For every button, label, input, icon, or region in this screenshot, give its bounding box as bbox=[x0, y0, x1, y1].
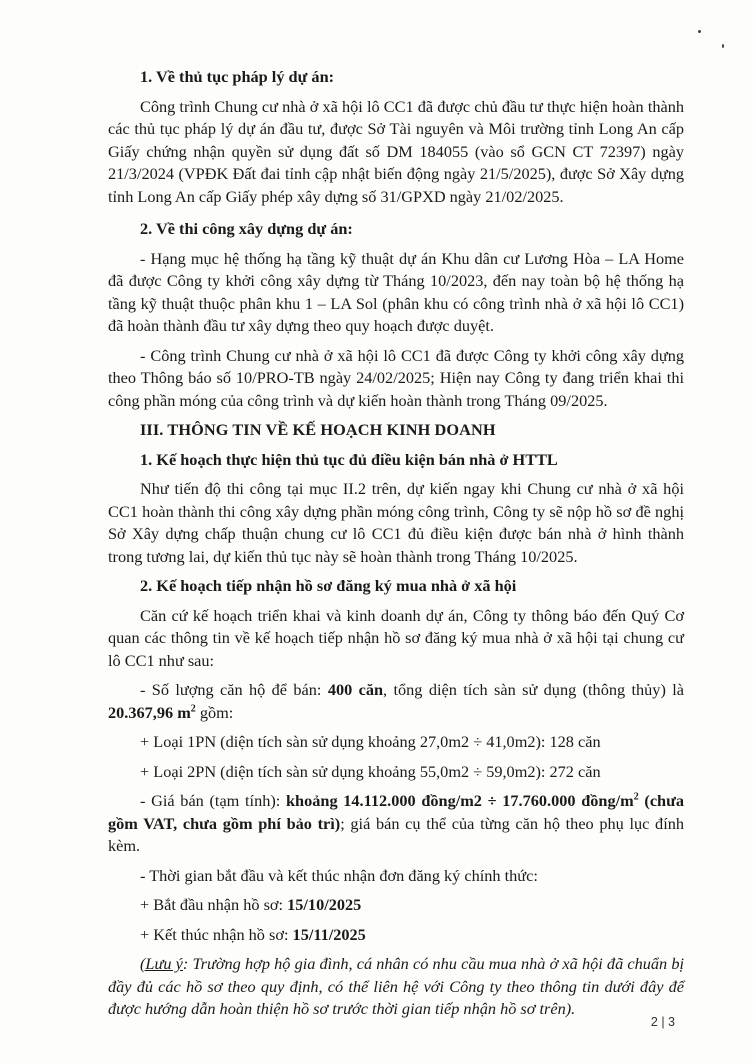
start-date: 15/10/2025 bbox=[287, 895, 362, 914]
units-paragraph bbox=[108, 679, 684, 724]
end-date: 15/11/2025 bbox=[292, 924, 366, 944]
section-heading: 2. Kế hoạch tiếp nhận hồ sơ đăng ký mua nhà ở xã hội bbox=[140, 576, 517, 595]
units-area: 20.367,96 $m^2$ bbox=[108, 702, 196, 722]
paragraph: Căn cứ kế hoạch triển khai và kinh doanh dự án, Công ty thông báo đến Quý Cơ quan các thông tin về kế hoạch tiếp nhận hồ sơ đăng ký mua nhà ở xã hội tại chung cư lô CC1 như sau: bbox=[108, 605, 684, 670]
section-heading: 1. Kế hoạch thực hiện thủ tục đủ điều kiện bán nhà ở HTTL bbox=[140, 449, 558, 469]
part-heading: III. THÔNG TIN VỀ KẾ HOẠCH KINH DOANH bbox=[140, 420, 496, 439]
price-range: khoảng 14.112.000 đồng/m2 ÷ 17.760.000 đồng/$m^2$ (chưa gồm VAT, chưa gồm phí bảo trì) bbox=[108, 791, 685, 833]
paragraph: - Hạng mục hệ thống hạ tầng kỹ thuật dự án Khu dân cư Lương Hòa – LA Home đã được Công ty khởi công xây dựng từ Tháng 10/2023, đến nay toàn bộ hệ thống hạ tầng kỹ thuật thuộc phân khu 1 – LA Sol (phân khu có công trình nhà ở xã hội lô CC1) đã hoàn thành đầu tư xây dựng theo quy hoạch được duyệt. bbox=[108, 248, 684, 335]
note-text: : Trường hợp hộ gia đình, cá nhân có nhu cầu mua nhà ở xã hội đã chuẩn bị đầy đủ các hồ sơ theo quy định, có thể liên hệ với Công ty theo thông tin dưới đây để được hướng dẫn hoàn thiện hồ sơ trước thời gian tiếp nhận hồ sơ trên). bbox=[108, 954, 684, 1018]
units-count: 400 căn bbox=[327, 680, 384, 699]
units-prefix: - Số lượng căn hộ để bán: bbox=[140, 680, 328, 699]
paragraph: Như tiến độ thi công tại mục II.2 trên, dự kiến ngay khi Chung cư nhà ở xã hội CC1 hoàn thành thi công xây dựng phần móng công trình, Công ty sẽ nộp hồ sơ đề nghị Sở Xây dựng chấp thuận chung cư lô CC1 đủ điều kiện được bán nhà ở hình thành trong tương lai, dự kiến thủ tục này sẽ hoàn thành trong Tháng 10/2025. bbox=[108, 479, 684, 566]
list-item: + Loại 2PN (diện tích sàn sử dụng khoảng 55,0m2 ÷ 59,0m2): 272 căn bbox=[140, 761, 601, 781]
price-paragraph bbox=[108, 790, 684, 858]
section-heading: 1. Về thủ tục pháp lý dự án: bbox=[140, 67, 335, 86]
units-mid: , tổng diện tích sàn sử dụng (thông thủy) là bbox=[383, 680, 684, 699]
scan-speck bbox=[698, 30, 701, 33]
section-heading: 2. Về thi công xây dựng dự án: bbox=[140, 219, 353, 238]
units-suffix: gồm: bbox=[195, 702, 234, 722]
list-item: + Loại 1PN (diện tích sàn sử dụng khoảng 27,0m2 ÷ 41,0m2): 128 căn bbox=[140, 732, 601, 751]
paragraph: - Công trình Chung cư nhà ở xã hội lô CC1 đã được Công ty khởi công xây dựng theo Thông báo số 10/PRO-TB ngày 24/02/2025; Hiện nay Công ty đang triển khai thi công phần móng của công trình và dự kiến hoàn thành trong Tháng 09/2025. bbox=[108, 345, 684, 410]
paragraph: Công trình Chung cư nhà ở xã hội lô CC1 đã được chủ đầu tư thực hiện hoàn thành các thủ tục pháp lý dự án đầu tư, được Sở Tài nguyên và Môi trường tỉnh Long An cấp Giấy chứng nhận quyền sử dụng đất số DM 184055 (vào sổ GCN CT 72397) ngày 21/3/2024 (VPĐK Đất đai tỉnh cập nhật biến động ngày 21/5/2025), được Sở Xây dựng tỉnh Long An cấp Giấy phép xây dựng số 31/GPXD ngày 21/02/2025. bbox=[108, 96, 684, 206]
paragraph: - Thời gian bắt đầu và kết thúc nhận đơn đăng ký chính thức: bbox=[140, 865, 538, 885]
price-suffix: ; giá bán cụ thể của từng căn hộ theo phụ lục đính kèm. bbox=[108, 813, 684, 855]
start-label: + Bắt đầu nhận hồ sơ: bbox=[140, 895, 288, 914]
list-item bbox=[108, 894, 684, 917]
note-paragraph bbox=[108, 953, 684, 1021]
end-label: + Kết thúc nhận hồ sơ: bbox=[140, 924, 293, 944]
list-item bbox=[108, 924, 684, 947]
price-prefix: - Giá bán (tạm tính): bbox=[140, 791, 286, 810]
scan-speck bbox=[722, 44, 724, 48]
document-body bbox=[108, 66, 684, 1021]
note-label: (Lưu ý bbox=[140, 954, 183, 973]
page-number: 2 | 3 bbox=[650, 1015, 675, 1029]
